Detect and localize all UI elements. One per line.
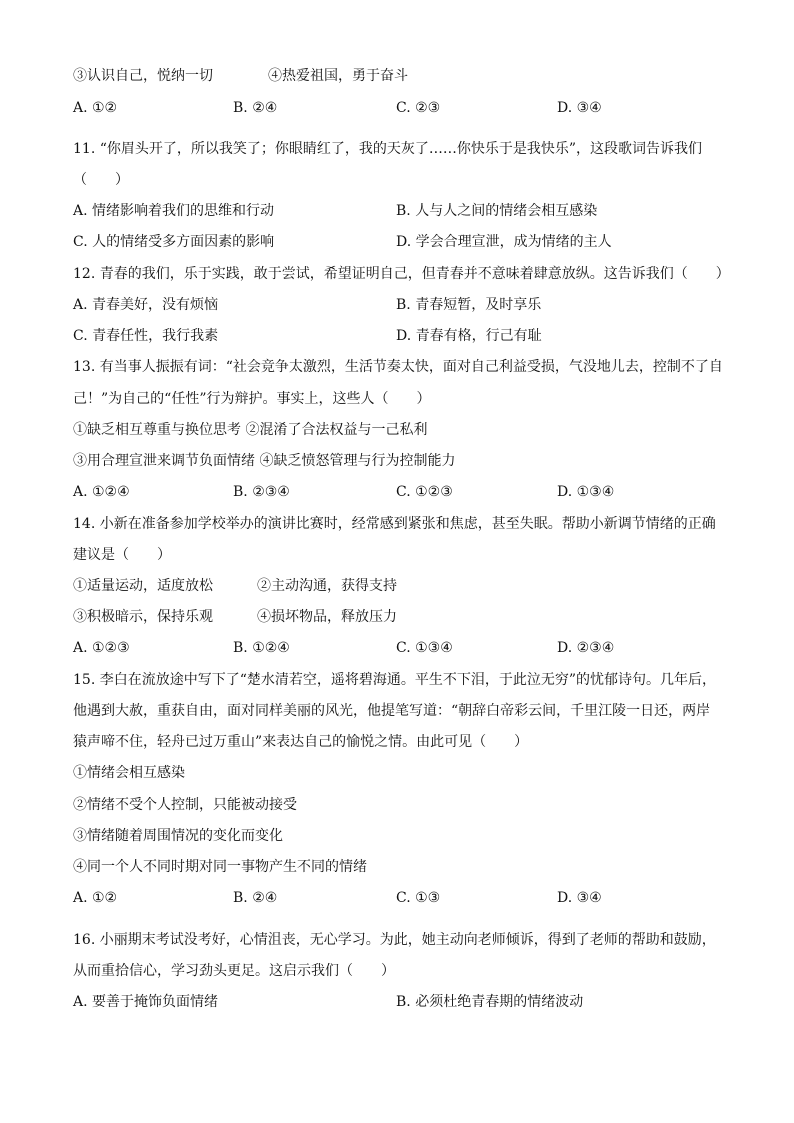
q10-option-c: C. ②③: [396, 100, 441, 116]
q15-statement-4: ④同一个人不同时期对同一事物产生不同的情绪: [73, 859, 367, 875]
q14-statement-1: ①适量运动，适度放松: [73, 578, 213, 594]
q13-option-b: B. ②③④: [233, 484, 290, 500]
q15-option-c: C. ①③: [396, 890, 441, 906]
q14-option-b: B. ①②④: [233, 640, 290, 656]
q15-statement-3: ③情绪随着周围情况的变化而变化: [73, 828, 283, 844]
q11-stem-line2: （ ）: [73, 172, 129, 188]
q15-statement-1: ①情绪会相互感染: [73, 765, 185, 781]
q13-statements-1: ①缺乏相互尊重与换位思考 ②混淆了合法权益与一己私利: [73, 422, 428, 438]
q12-option-d: D. 青春有格，行己有耻: [396, 328, 542, 344]
q11-option-b: B. 人与人之间的情绪会相互感染: [396, 203, 598, 219]
q15-option-a: A. ①②: [73, 890, 118, 906]
q14-option-c: C. ①③④: [396, 640, 453, 656]
q15-option-b: B. ②④: [233, 890, 278, 906]
q14-option-a: A. ①②③: [73, 640, 130, 656]
q13-stem-line2: 己！”为自己的“任性”行为辩护。事实上，这些人（ ）: [73, 391, 431, 407]
q11-option-a: A. 情绪影响着我们的思维和行动: [73, 203, 275, 219]
q13-option-a: A. ①②④: [73, 484, 130, 500]
q12-stem: 12. 青春的我们，乐于实践，敢于尝试，希望证明自己，但青春并不意味着肆意放纵。这告诉我们（ ）: [73, 266, 730, 282]
q14-stem-line1: 14. 小新在准备参加学校举办的演讲比赛时，经常感到紧张和焦虑，甚至失眠。帮助小新调节情绪的正确: [73, 516, 716, 532]
statement-4: ④热爱祖国，勇于奋斗: [268, 68, 408, 84]
q16-option-a: A. 要善于掩饰负面情绪: [73, 994, 219, 1010]
q11-option-d: D. 学会合理宣泄，成为情绪的主人: [396, 234, 612, 250]
q10-option-b: B. ②④: [233, 100, 278, 116]
q10-option-a: A. ①②: [73, 100, 118, 116]
q16-option-b: B. 必须杜绝青春期的情绪波动: [396, 994, 584, 1010]
q15-stem-line1: 15. 李白在流放途中写下了“楚水清若空，遥将碧海通。平生不下泪，于此泣无穷”的忧郁诗句。几年后，: [73, 672, 717, 688]
q12-option-c: C. 青春任性，我行我素: [73, 328, 219, 344]
q15-stem-line3: 猿声啼不住，轻舟已过万重山”来表达自己的愉悦之情。由此可见（ ）: [73, 734, 529, 750]
q16-stem-line2: 从而重拾信心，学习劲头更足。这启示我们（ ）: [73, 963, 395, 979]
q15-option-d: D. ③④: [557, 890, 602, 906]
q13-option-d: D. ①③④: [557, 484, 615, 500]
q13-option-c: C. ①②③: [396, 484, 453, 500]
q11-option-c: C. 人的情绪受多方面因素的影响: [73, 234, 275, 250]
q15-statement-2: ②情绪不受个人控制，只能被动接受: [73, 797, 297, 813]
q10-option-d: D. ③④: [557, 100, 602, 116]
q11-stem-line1: 11. “你眉头开了，所以我笑了；你眼睛红了，我的天灰了……你快乐于是我快乐”，这段歌词告诉我们: [73, 141, 703, 157]
q14-option-d: D. ②③④: [557, 640, 615, 656]
q14-statement-2: ②主动沟通，获得支持: [257, 578, 397, 594]
q13-stem-line1: 13. 有当事人振振有词：“社会竞争太激烈，生活节奏太快，面对自己利益受损，气没地儿去，控制不了自: [73, 359, 723, 375]
q14-statement-4: ④损坏物品，释放压力: [257, 609, 397, 625]
q16-stem-line1: 16. 小丽期末考试没考好，心情沮丧，无心学习。为此，她主动向老师倾诉，得到了老师的帮助和鼓励，: [73, 932, 716, 948]
q13-statements-2: ③用合理宣泄来调节负面情绪 ④缺乏愤怒管理与行为控制能力: [73, 453, 456, 469]
statement-3: ③认识自己，悦纳一切: [73, 68, 213, 84]
q12-option-a: A. 青春美好，没有烦恼: [73, 297, 219, 313]
q14-stem-line2: 建议是（ ）: [73, 547, 171, 563]
q15-stem-line2: 他遇到大赦，重获自由，面对同样美丽的风光，他提笔写道：“朝辞白帝彩云间，千里江陵一日还，两岸: [73, 703, 711, 719]
q14-statement-3: ③积极暗示，保持乐观: [73, 609, 213, 625]
q12-option-b: B. 青春短暂，及时享乐: [396, 297, 542, 313]
